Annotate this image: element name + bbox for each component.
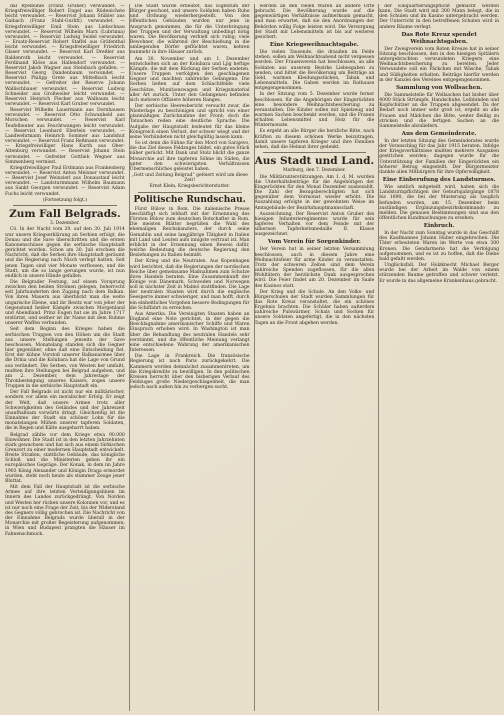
section-divider [138,192,242,193]
article-dateline: 3. Dezember. [49,220,80,226]
article-heading: Sammlung von Wollsachen. [396,84,483,91]
article-paragraph: werden an den vielen Waren an andere Orte gebracht. Die Bevölkerung wurde auf die gegenwärtigen Verhältnisse aufmerksam gemacht, und man erwartet, daß sie den Anordnungen der Behörden willig Folge leisten wird. Die Versorgung der Stadt mit Lebensmitteln ist bis auf weiteres gesichert. [254,4,375,40]
article-heading: Politische Rundschau. [133,194,246,205]
article-paragraph: Fürst Bülow in Rom. Die italienische Presse beschäftigt sich lebhaft mit der Ernennung des Fürsten Bülow zum deutschen Botschafter in Rom. Die meisten Blätter begrüßen die Wahl des ehemaligen Reichskanzlers, der durch seine Gemahlin und seine langjährige Tätigkeit in Italien mit Land und Leuten aufs innigste vertraut ist. Man erblickt in der Ernennung einen Beweis dafür, welche Bedeutung die deutsche Regierung den Beziehungen zu Italien beimißt. [129,206,250,259]
article-heading: Einbruch. [423,223,455,230]
continuation-note: „Gott und Zeitung Belgrad“ gefeiert wird um diese Zeit! [131,173,248,184]
article-paragraph: Kriegsfreiwilliger Paul Erdmann aus Frankenberg verwundet. — Reservist Anton Meixner verwundet. — Reservist Josef Weinzierl aus Donaustauf leicht verwundet. — Landsturmmann Wilhelm Baumann aus Sankt Georgen verwundet. — Reservist Adam Fuchs leicht verwundet. [5,165,125,197]
article-paragraph: Die Sammelstelle für Wollsachen hat bisher über 4000 Stück Strümpfe, Handschuhe, Leibbinden und Kopfschützer an die Truppen abgesendet. Da der Bedarf noch immer sehr groß ist, ergeht an alle Frauen und Mädchen die Bitte, weiter fleißig zu stricken und die fertigen Sachen an die Sammelstelle abzuliefern. [379,92,499,129]
article-paragraph: Es ergeht an alle Bürger die herzliche Bitte, nach Kräften zu diesem schönen Werke beizutragen, damit unsere tapferen Krieger und ihre Familien sehen, daß die Heimat ihrer gedenkt. [254,129,375,150]
article-heading: Eine Einberufung des Landsturmes. [382,177,496,184]
article-heading: Eine Kriegsweihnachtsgabe. [269,42,359,49]
article-heading: Vom Verein für Sorgenkinder. [267,239,361,246]
column-4 [378,4,499,711]
article-paragraph: dal Ryelbühle (Franz Gruber) verwundet. — Kriegsfreiwilliger Robert Engel aus Rüdenichste leicht verwundet. — Reservist Johann Stübler aus Gaibach (Franz Stahl-Gurlitt) verwundet. — Kriegsfreiwilliger Emil Stein aus Liebschnau verwundet. — Reservist Wilhelm Marx (Lubrinna) verwundet. — Reservist Ludwig Seidel verwundet. — Ersatz-Reservist Robert Staffel aus Gräfenthal leicht verwundet. — Kriegsfreiwilliger Friedrich Glaser verwundet. — Reservist Karl Dreßler aus Baldenroth leicht verwundet. — Reservist Ferdinand Klöse aus Hallendorf verwundet. — Reservist Jakob Wagner aus Steinbach gefallen. — Reservist Georg Dandenbaum verwundet. — Reservist Philipp Grete aus Mittelbach leicht verwundet. — Gefreiter der Reserve Johann Wallischbauer verwundet. — Reservist Ludwig Schneider aus Großweiler leicht verwundet. — Reservist Heinrich Flecker aus Walbaum leicht verwundet. — Reservist Karl Gruber verwundet. [5,4,125,107]
column-3 [254,4,375,711]
article-paragraph: Am 30. November und am 1. Dezember entwickelten sich an der Kolubara und Ljig heftige Kämpfe, die mit dem Rückzug der Serben endeten. Unsere Truppen verfolgten den geschlagenen Gegner und machten zahlreiche Gefangene. Die Serben ließen auf dem Schlachtfelde viele Geschütze, Munitionswagen und Kriegsmaterial aller Art zurück. Unter den Gefangenen befinden sich mehrere Offiziere höheren Ranges. [129,56,250,103]
article-heading: Das Rote Kreuz spendet Weihnachtsgaben. [401,31,477,45]
article-paragraph: Auszeichnung. Der Reservist Anton Gruber des hiesigen Infanterieregimentes wurde für sein tapferes Verhalten vor dem Feinde mit der silbernen Tapferkeitsmedaille II. Klasse ausgezeichnet. [254,211,375,238]
article-paragraph: Cö. In der Nacht vom 29. auf den 30. Juli 1914 war unsere Kriegserklärung an Serbien erfolgt, die Donau und die Save überschritten und die ersten Kanonenschüsse gegen die serbische Hauptstadt gerichtet worden. Schon am 30. Juli erschien die Nachricht, daß die Serben ihre Hauptstadt geräumt und die Regierung nach Nisch verlegt hatten. Seit jenen Tagen sind vier Monate verflossen, und die Stadt, um die so lange gerungen wurde, ist nun endlich in unsere Hände gefallen. [5,227,125,279]
article-paragraph: der Einquartierungspflicht gemacht werden kann. Die Stadt wird mit 300 Mann belegt, die in den Schulen und im Kasino untergebracht werden. Der Unterricht in den betroffenen Schulen wird in andere Räume verlegt. [379,4,499,30]
article-paragraph: Der Krieg und die Schule. An den Volks- und Bürgerschulen der Stadt wurden Sammlungen für das Rote Kreuz veranstaltet, die ein schönes Ergebnis brachten. Die Schüler haben außerdem zahlreiche Pulswärmer, Schals und Socken für unsere Soldaten angefertigt, die in den nächsten Tagen an die Front abgehen werden. [254,289,375,326]
article-paragraph: In der Sitzung vom 5. Dezember wurde ferner beschlossen, für die Angehörigen der Eingerückten eine besondere Weihnachtsbescherung zu veranstalten. Die Kinder sollen mit Spielzeug und warmen Sachen beschenkt werden, und die Frauen erhalten Lebensmittel und Holz für die Wintermonate. [254,92,375,129]
article-heading: Zum Fall Belgrads. [9,207,121,220]
article-paragraph: In der letzten Sitzung des Gemeinderates wurde der Voranschlag für das Jahr 1915 beraten. Infolge der Kriegsverhältnisse mußten mehrere Ausgaben gestrichen werden; dagegen wurde für die Unterstützung der Familien der Eingerückten ein höherer Betrag eingestellt. Der Bürgermeister dankte allen Mitbürgern für ihre Opferwilligkeit. [379,138,499,175]
continuation-note: (Fortsetzung folgt.) [42,197,87,203]
article-dateline: Ernst Klein, Kriegsberichterstatter. [149,184,230,190]
article-paragraph: So ist denn die Sühne für den Mord von Sarajevo, die das Ziel dieses Feldzuges bildet, ein gutes Stück näher gerückt. Mit Dank und Stolz blickt die ganze Monarchie auf ihre tapferen Söhne im Süden, die unter den schwierigsten Verhältnissen Übermenschliches geleistet haben. [129,141,250,172]
article-paragraph: Der Zweigverein vom Roten Kreuze hat in seiner Sitzung beschlossen, den in den hiesigen Spitälern untergebrachten verwundeten Kriegern eine Weihnachtsbescherung zu bereiten. Jeder Verwundete soll ein Päckchen mit Wäsche, Tabak und Süßigkeiten erhalten. Beiträge hierfür werden in der Kanzlei des Vereines entgegengenommen. [379,46,499,83]
article-dateline: Marburg, den 7. Dezember. [282,168,346,174]
article-heading: Aus dem Gemeinderate. [401,130,477,137]
article-heading: Aus Stadt und Land. [254,155,375,168]
section-divider [13,205,117,206]
article-paragraph: Die Belgrader Festung, auf einem Vorsprung zwischen den beiden Strömen gelegen, beherrscht seit Jahrhunderten den Zugang nach dem Balkan. Von ihren Mauern aus überblickt man die weite ungarische Ebene, und ihr Besitz war von jeher der Gegenstand heißer Kämpfe zwischen Morgenland und Abendland. Prinz Eugen hat sie im Jahre 1717 erstürmt, und seither ist ihr Name mit dem Ruhme unserer Waffen verbunden. [5,280,125,327]
article-paragraph: Der serbische Heeresbericht versucht zwar, die Niederlage zu beschönigen und spricht von einer planmäßigen Zurücknahme der Front; doch die Tatsachen reden eine deutliche Sprache. Die Aufgabe der Hauptstadt bedeutet für das kleine Königreich einen Verlust, der schwer wiegt und der seine Verbündeten nicht gleichgültig lassen kann. [129,103,250,140]
article-paragraph: Mit dem Fall der Hauptstadt ist die serbische Armee auf ihre letzten Verteidigungslinien im Innern des Landes zurückgedrängt. Von Norden und Westen her rücken unsere Kolonnen vor, und es ist nur noch eine Frage der Zeit, bis der Widerstand des Gegners völlig gebrochen ist. Die Nachricht von der Einnahme Belgrads wurde überall in der Monarchie mit großer Begeisterung aufgenommen; in Wien und Budapest prangten die Häuser im Fahnenschmuck. [5,485,125,537]
article-paragraph: Der Fall Belgrads ist nicht nur ein militärischer, sondern vor allem ein moralischer Erfolg. Er zeigt der Welt, daß unsere Armee trotz aller Schwierigkeiten des Geländes und der Jahreszeit unaufhaltsam vorwärts dringt. Gleichzeitig ist die Einnahme der Stadt ein schöner Lohn für die monatelangen Mühen unserer tapferen Soldaten, die in Regen und Kälte ausgeharrt haben. [5,390,125,432]
column-2 [129,4,250,711]
article-paragraph: Die vielen Tausende, die draußen im Felde stehen, sollen am Weihnachtsabend nicht vergessen werden. Der Frauenverein hat beschlossen, an alle Soldaten aus unserem Bezirke Liebesgaben zu senden, und bittet die Bevölkerung um Beiträge an Geld, warmen Kleidungsstücken, Tabak und Lebensmitteln. Die Gaben werden im Rathause entgegengenommen. [254,50,375,92]
article-paragraph: Die Militärunterstützungen. Am 1. d. M. wurden die Unterhaltsbeiträge für die Angehörigen der Eingerückten für den Monat Dezember ausbezahlt. Die Zahl der Bezugsberechtigten hat sich gegenüber dem Vormonat wieder erhöht. Die Auszahlung erfolgte in der gewohnten Weise im Amtsgebäude der Bezirkshauptmannschaft. [254,174,375,211]
article-paragraph: Reservist Wilhelm Lauermann aus Dornhausen verwundet. — Reservist Otto Schwanheld aus Morschen verwundet. — Reservist Karl Teufelbeuter aus Feuchtwangen leicht verwundet. — Reservist Leonhard Eberlein verwundet. — Landwehrmann Heinrich Sommer aus Landshut verwundet. — Reservist Franz Reßmann verwundet. — Kriegsfreiwilliger Hans Kurth aus Ober-Altenburg verwundet. — Reservist Johann Stein verwundet. — Gefreiter Gottlieb Wegner aus Simmenberg vermisst. [5,108,125,165]
article-paragraph: Der Verein hat in seiner letzten Versammlung beschlossen, auch in diesem Jahre eine Weihnachtsfeier für arme Kinder zu veranstalten. Trotz der schweren Zeiten sind dem Verein zahlreiche Spenden zugeflossen, für die allen Wohltätern der herzlichste Dank ausgesprochen wird. Die Feier findet am 20. Dezember im Saale des Kasinos statt. [254,247,375,289]
article-paragraph: Die Stadt wurde erbeutet, das Eigentum der Bürger geschont, und unsere Soldaten haben Ruhe und Ordnung wiederhergestellt. Von den öffentlichen Gebäuden wurden nur jene in Anspruch genommen, die für die Unterbringung der Truppen und der Verwaltung unbedingt nötig waren. Die Bevölkerung verhielt sich ruhig; viele Bewohner, die während der Beschießung in die umliegenden Dörfer geflüchtet waren, kehren nunmehr in ihre Häuser zurück. [129,4,250,56]
article-paragraph: Seit dem Beginn des Krieges haben die serbischen Truppen von den Höhen um die Stadt aus unsere Stellungen jenseits der Save beschossen. Monatelang standen sich die Gegner hier gegenüber, ohne daß eine Entscheidung fiel. Erst der kühne Vorstoß unserer Balkanarmee über die Drina und die Kolubara hat die Lage von Grund aus verändert. Die Serben, von Westen her umfaßt, mußten ihre Stellungen bei Belgrad aufgeben, und am 2. Dezember, dem Jahrestage der Thronbesteigung unseres Kaisers, zogen unsere Truppen in die serbische Hauptstadt ein. [5,327,125,390]
article-paragraph: Der Krieg und die Neutralen. Aus Kopenhagen wird berichtet, daß die Regierungen der nordischen Reiche über gemeinsame Maßnahmen zum Schutze ihres Handels beraten. Eine Zusammenkunft der Könige von Dänemark, Schweden und Norwegen soll in nächster Zeit in Malmö stattfinden. Die Lage der neutralen Staaten wird durch die englische Seesperre immer schwieriger, und man hofft, durch ein einheitliches Vorgehen bessere Bedingungen für die Schiffahrt zu erreichen. [129,259,250,311]
article-paragraph: Die Lage in Frankreich. Die französische Regierung ist nach Paris zurückgekehrt. Die Kammern werden demnächst zusammentreten, um die Kriegskredite zu bewilligen. In den politischen Kreisen herrscht über den bisherigen Verlauf des Feldzuges große Niedergeschlagenheit, die man jedoch nach außen hin zu verbergen sucht. [129,354,250,391]
article-paragraph: Wie amtlich mitgeteilt wird, haben sich die Landsturmpflichtigen der Geburtsjahrgänge 1878 bis 1890, die bei der Musterung als tauglich befunden wurden, am 15. Dezember beim zuständigen Ergänzungsbezirkskommando zu melden. Die genauen Bestimmungen sind aus den öffentlichen Kundmachungen zu ersehen. [379,185,499,221]
article-paragraph: Aus Amerika. Die Vereinigten Staaten haben an England eine Note gerichtet, in der gegen die Beschlagnahme amerikanischer Schiffe und Waren Einspruch erhoben wird. In Washington ist man über die Behandlung des neutralen Handels sehr verstimmt, und die öffentliche Meinung verlangt eine entschiedene Wahrung der amerikanischen Interessen. [129,311,250,354]
article-paragraph: Unglücksfall. Der Holzknecht Michael Berger wurde bei der Arbeit im Walde von einem stürzenden Baume getroffen und schwer verletzt. Er wurde in das allgemeine Krankenhaus gebracht. [379,263,499,284]
article-paragraph: Belgrad zählte vor dem Kriege etwa 90.000 Einwohner. Die Stadt ist in den letzten Jahrzehnten stark gewachsen und hat sich aus einem türkischen Grenzort zu einer modernen Hauptstadt entwickelt. Breite Straßen, stattliche Gebäude, das königliche Schloß und die Ministerien geben ihr ein europäisches Gepräge. Der Konak, in dem im Jahre 1903 König Alexander und Königin Draga ermordet wurden, steht noch heute als stummer Zeuge jener Bluttat. [5,432,125,484]
article-paragraph: In der Nacht zum Sonntag wurde in das Geschäft des Kaufmannes Johann Huber eingebrochen. Die Täter erbeuteten Waren im Werte von etwa 300 Kronen. Die Gendarmerie hat die Verfolgung aufgenommen, und es ist zu hoffen, daß die Diebe bald gefaßt werden. [379,231,499,262]
section-divider [263,152,367,153]
column-1 [5,4,125,711]
